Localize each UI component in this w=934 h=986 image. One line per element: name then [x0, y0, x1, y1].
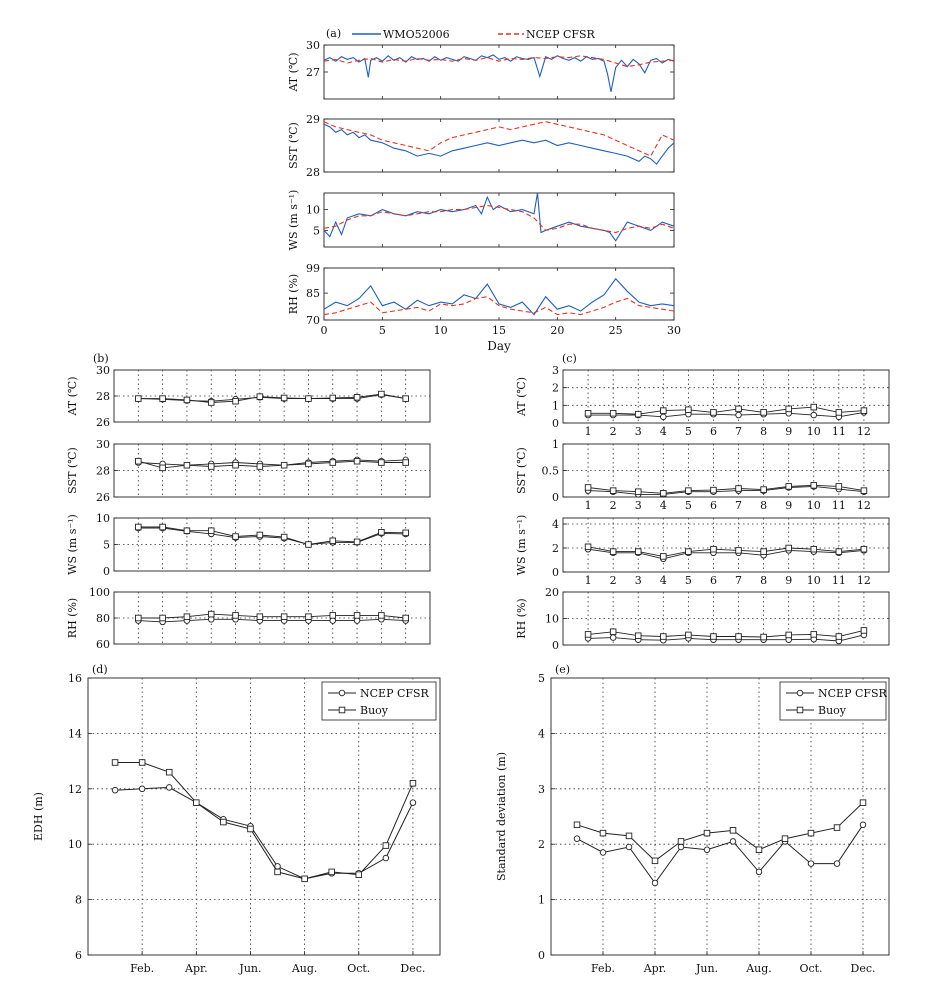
data-point-c — [635, 411, 641, 417]
xtick-label-c: 7 — [735, 425, 743, 438]
data-point-b — [136, 524, 142, 530]
series-line-wmo52006 — [324, 193, 674, 241]
ytick-label-e: 3 — [538, 782, 545, 796]
data-point-b — [281, 395, 287, 401]
ylabel-a-2: SST (℃) — [287, 122, 300, 169]
legend-marker-e — [797, 690, 803, 696]
series-line-c — [588, 630, 864, 637]
data-point-b — [208, 464, 214, 470]
data-point-b — [208, 611, 214, 617]
xtick-label-c: 3 — [634, 574, 642, 587]
legend-marker-d — [339, 707, 345, 713]
data-point-c — [711, 410, 717, 416]
series-line-c — [588, 407, 864, 414]
xtick-label-c: 3 — [634, 425, 642, 438]
series-line-e — [577, 825, 863, 883]
data-point-c — [610, 629, 616, 635]
ytick-label-b-4: 60 — [96, 638, 110, 651]
data-point-d — [221, 819, 227, 825]
series-line-c — [588, 485, 864, 493]
ytick-label-c-4: 20 — [545, 586, 559, 599]
xtick-label-e: Apr. — [643, 962, 667, 975]
data-point-c — [635, 633, 641, 639]
data-point-d — [383, 843, 389, 849]
data-point-b — [281, 614, 287, 620]
data-point-b — [330, 613, 336, 619]
xtick-label-c: 5 — [684, 499, 692, 512]
data-point-d — [356, 872, 362, 878]
legend-label-d: NCEP CFSR — [360, 687, 429, 700]
data-point-c — [585, 410, 591, 416]
series-line-b — [138, 460, 405, 465]
data-point-b — [330, 395, 336, 401]
legend-label-e: Buoy — [818, 704, 847, 717]
xtick-label-c: 1 — [584, 499, 592, 512]
data-point-c — [861, 628, 867, 634]
data-point-b — [403, 615, 409, 621]
data-point-c — [711, 634, 717, 640]
xtick-label-c: 12 — [856, 425, 871, 438]
data-point-c — [635, 549, 641, 555]
ytick-label-e: 0 — [538, 949, 545, 962]
ytick-label-c-1: 1 — [552, 399, 559, 413]
data-point-d — [139, 786, 145, 792]
panel-label-c: (c) — [562, 352, 577, 365]
data-point-e — [730, 828, 736, 834]
ylabel-a-3: WS (m s⁻¹) — [287, 189, 300, 251]
data-point-b — [233, 534, 239, 540]
data-point-b — [184, 462, 190, 468]
data-point-c — [861, 488, 867, 494]
data-point-c — [711, 546, 717, 552]
data-point-b — [403, 396, 409, 402]
data-point-c — [836, 549, 842, 555]
data-point-b — [160, 465, 166, 471]
xtick-label-d: Oct. — [347, 962, 371, 975]
legend-marker-d — [339, 690, 345, 696]
ytick-label-e: 5 — [538, 672, 545, 685]
data-point-c — [786, 545, 792, 551]
data-point-e — [860, 822, 866, 828]
data-point-d — [112, 760, 118, 766]
data-point-e — [652, 858, 658, 864]
data-point-c — [711, 487, 717, 493]
xtick-label-a: 25 — [608, 324, 623, 337]
data-point-c — [836, 410, 842, 416]
legend-marker-e — [797, 707, 803, 713]
xtick-label-c: 10 — [806, 574, 821, 587]
data-point-c — [610, 549, 616, 555]
panel-label-d: (d) — [92, 663, 108, 676]
xlabel-a: Day — [487, 339, 511, 353]
data-point-b — [257, 394, 263, 400]
data-point-e — [678, 839, 684, 845]
ylabel-b-1: AT (℃) — [66, 376, 79, 416]
axes-c-3 — [563, 518, 889, 572]
data-point-d — [112, 787, 118, 793]
axes-a-4 — [324, 268, 674, 320]
xtick-label-d: Apr. — [185, 962, 208, 975]
ylabel-c-3: WS (m s⁻¹) — [515, 514, 528, 576]
data-point-b — [257, 614, 263, 620]
data-point-c — [686, 632, 692, 638]
axes-a-3 — [324, 193, 674, 247]
ylabel-c-2: SST (℃) — [515, 447, 528, 494]
ytick-label-c-2: 0.5 — [541, 464, 559, 478]
xtick-label-c: 9 — [785, 425, 793, 438]
data-point-b — [379, 530, 385, 536]
data-point-b — [281, 462, 287, 468]
xtick-label-c: 9 — [785, 574, 793, 587]
ytick-label-b-1: 30 — [96, 364, 110, 377]
xtick-label-a: 15 — [492, 324, 506, 337]
ytick-label-a-4: 70 — [306, 314, 320, 327]
data-point-b — [403, 530, 409, 536]
data-point-c — [736, 548, 742, 554]
xtick-label-c: 1 — [584, 425, 592, 438]
xtick-label-e: Oct. — [799, 962, 823, 975]
xtick-label-c: 6 — [709, 499, 717, 512]
data-point-e — [782, 836, 788, 842]
data-point-c — [761, 549, 767, 555]
ytick-label-a-4: 85 — [306, 287, 320, 301]
series-line-ncep-cfsr — [324, 206, 674, 233]
ytick-label-d: 14 — [68, 727, 82, 741]
data-point-b — [403, 460, 409, 466]
xtick-label-c: 8 — [760, 425, 768, 438]
xtick-label-a: 30 — [667, 324, 681, 337]
data-point-c — [585, 485, 591, 491]
xtick-label-d: Aug. — [291, 962, 318, 975]
data-point-c — [836, 484, 842, 490]
data-point-c — [736, 486, 742, 492]
xtick-label-c: 6 — [709, 425, 717, 438]
xtick-label-c: 2 — [609, 499, 617, 512]
ytick-label-b-2: 28 — [96, 464, 110, 478]
data-point-b — [136, 615, 142, 621]
data-point-d — [194, 800, 200, 806]
xtick-label-d: Jun. — [239, 962, 262, 975]
xtick-label-c: 7 — [735, 499, 743, 512]
data-point-b — [136, 458, 142, 464]
data-point-e — [730, 839, 736, 845]
data-point-d — [139, 760, 145, 766]
data-point-c — [610, 488, 616, 494]
ytick-label-b-1: 26 — [96, 416, 110, 429]
data-point-b — [281, 534, 287, 540]
xtick-label-c: 11 — [831, 574, 846, 587]
data-point-e — [860, 800, 866, 806]
xtick-label-c: 8 — [760, 499, 768, 512]
xtick-label-c: 10 — [806, 499, 821, 512]
data-point-e — [574, 822, 580, 828]
series-line-d — [115, 763, 413, 879]
data-point-b — [257, 532, 263, 538]
xtick-label-c: 8 — [760, 574, 768, 587]
data-point-c — [661, 490, 667, 496]
data-point-e — [808, 861, 814, 867]
data-point-c — [661, 414, 667, 420]
xtick-label-d: Feb. — [130, 962, 155, 975]
data-point-e — [626, 844, 632, 850]
data-point-d — [329, 869, 335, 875]
ytick-label-b-4: 80 — [96, 612, 110, 625]
series-line-c — [588, 549, 864, 559]
data-point-c — [585, 544, 591, 550]
ylabel-b-4: RH (%) — [66, 597, 79, 639]
ytick-label-c-1: 3 — [552, 364, 559, 377]
xtick-label-c: 5 — [684, 425, 692, 438]
xtick-label-e: Jun. — [695, 962, 719, 975]
xtick-label-c: 12 — [856, 499, 871, 512]
series-line-c — [588, 486, 864, 494]
series-line-c — [588, 635, 864, 641]
data-point-b — [184, 397, 190, 403]
data-point-c — [661, 408, 667, 414]
data-point-c — [786, 484, 792, 490]
xtick-label-a: 5 — [378, 324, 386, 337]
data-point-b — [257, 464, 263, 470]
data-point-e — [704, 847, 710, 853]
xtick-label-c: 2 — [609, 574, 617, 587]
xtick-label-a: 0 — [320, 324, 328, 337]
data-point-d — [410, 780, 416, 786]
data-point-b — [330, 538, 336, 544]
ytick-label-c-3: 2 — [552, 542, 559, 555]
ytick-label-b-2: 26 — [96, 491, 110, 504]
data-point-d — [383, 855, 389, 861]
data-point-c — [686, 407, 692, 413]
series-line-ncep-cfsr — [324, 297, 674, 315]
data-point-d — [302, 876, 308, 882]
series-line-b — [138, 527, 405, 545]
data-point-b — [184, 528, 190, 534]
ylabel-a-4: RH (%) — [287, 273, 300, 315]
ytick-label-b-3: 0 — [103, 565, 110, 578]
ytick-label-b-3: 5 — [103, 538, 110, 552]
xtick-label-c: 12 — [856, 574, 871, 587]
ytick-label-a-4: 99 — [306, 262, 320, 275]
data-point-b — [160, 615, 166, 621]
ytick-label-a-2: 29 — [306, 113, 320, 126]
ytick-label-b-4: 100 — [89, 586, 110, 599]
panel-label-e: (e) — [555, 663, 571, 676]
xtick-label-c: 3 — [634, 499, 642, 512]
data-point-c — [811, 404, 817, 410]
data-point-e — [834, 861, 840, 867]
xtick-label-e: Dec. — [850, 962, 876, 975]
data-point-d — [248, 826, 254, 832]
series-line-wmo52006 — [324, 124, 674, 164]
data-point-c — [786, 406, 792, 412]
series-line-wmo52006 — [324, 55, 674, 92]
xtick-label-c: 7 — [735, 574, 743, 587]
ytick-label-c-4: 0 — [552, 639, 559, 652]
ylabel-b-3: WS (m s⁻¹) — [66, 514, 79, 575]
legend-label-e: NCEP CFSR — [818, 687, 887, 700]
data-point-e — [600, 850, 606, 856]
data-point-d — [275, 869, 281, 875]
data-point-e — [626, 833, 632, 839]
data-point-b — [208, 528, 214, 534]
xtick-label-c: 5 — [684, 574, 692, 587]
ytick-label-a-3: 10 — [306, 203, 320, 217]
ytick-label-b-1: 28 — [96, 390, 110, 403]
legend-label-wmo52006: WMO52006 — [383, 28, 450, 41]
xtick-label-e: Feb. — [590, 962, 616, 975]
xtick-label-c: 11 — [831, 425, 846, 438]
ytick-label-e: 1 — [538, 893, 545, 907]
data-point-b — [306, 542, 312, 548]
data-point-c — [686, 549, 692, 555]
ytick-label-c-3: 4 — [552, 518, 559, 531]
data-point-c — [635, 489, 641, 495]
ytick-label-c-1: 0 — [552, 417, 559, 430]
data-point-c — [761, 410, 767, 416]
data-point-c — [661, 554, 667, 560]
ylabel-c-4: RH (%) — [515, 598, 528, 639]
data-point-e — [808, 830, 814, 836]
data-point-e — [756, 869, 762, 875]
data-point-c — [661, 634, 667, 640]
ytick-label-d: 16 — [68, 672, 82, 685]
ylabel-c-1: AT (℃) — [515, 376, 528, 417]
xtick-label-c: 4 — [659, 499, 667, 512]
xtick-label-c: 10 — [806, 425, 821, 438]
series-line-b — [138, 614, 405, 618]
data-point-c — [786, 632, 792, 638]
data-point-c — [811, 546, 817, 552]
series-line-ncep-cfsr — [324, 122, 674, 156]
data-point-b — [233, 613, 239, 619]
series-line-e — [577, 803, 863, 861]
ytick-label-d: 8 — [75, 893, 82, 907]
series-line-wmo52006 — [324, 279, 674, 315]
data-point-b — [233, 462, 239, 468]
data-point-c — [736, 412, 742, 418]
data-point-b — [379, 391, 385, 397]
xtick-label-d: Dec. — [400, 962, 426, 975]
data-point-e — [704, 830, 710, 836]
panel-label-b: (b) — [93, 352, 109, 365]
data-point-d — [166, 769, 172, 775]
ytick-label-c-4: 10 — [545, 612, 559, 626]
ytick-label-d: 6 — [75, 949, 82, 962]
data-point-b — [354, 395, 360, 401]
data-point-b — [306, 461, 312, 467]
xtick-label-a: 10 — [433, 324, 448, 337]
xtick-label-c: 4 — [659, 574, 667, 587]
series-line-c — [588, 412, 864, 416]
ytick-label-a-2: 28 — [306, 166, 320, 179]
data-point-b — [354, 613, 360, 619]
data-point-e — [756, 847, 762, 853]
xtick-label-c: 1 — [584, 574, 592, 587]
data-point-b — [136, 396, 142, 402]
data-point-b — [379, 613, 385, 619]
ytick-label-d: 10 — [68, 838, 82, 852]
data-point-b — [208, 400, 214, 406]
ylabel-d: EDH (m) — [32, 792, 45, 841]
xtick-label-e: Aug. — [746, 962, 772, 975]
xtick-label-c: 4 — [659, 425, 667, 438]
data-point-c — [811, 483, 817, 489]
ytick-label-d: 12 — [68, 782, 82, 796]
data-point-e — [678, 844, 684, 850]
ytick-label-b-3: 10 — [96, 512, 110, 525]
ytick-label-c-2: 1 — [552, 438, 559, 451]
ytick-label-c-2: 0 — [552, 491, 559, 504]
data-point-b — [160, 524, 166, 530]
data-point-c — [761, 487, 767, 493]
data-point-c — [736, 634, 742, 640]
legend-label-ncep-cfsr: NCEP CFSR — [526, 28, 595, 41]
series-line-b — [138, 619, 405, 622]
data-point-c — [811, 632, 817, 638]
ytick-label-e: 2 — [538, 838, 545, 852]
data-point-b — [379, 460, 385, 466]
data-point-b — [233, 398, 239, 404]
data-point-c — [610, 635, 616, 641]
data-point-e — [652, 880, 658, 886]
data-point-d — [410, 800, 416, 806]
panel-label-a: (a) — [326, 27, 342, 40]
ytick-label-c-3: 0 — [552, 566, 559, 579]
xtick-label-c: 9 — [785, 499, 793, 512]
data-point-c — [585, 632, 591, 638]
data-point-c — [836, 634, 842, 640]
data-point-d — [166, 785, 172, 791]
data-point-b — [354, 458, 360, 464]
ytick-label-c-1: 2 — [552, 381, 559, 395]
ytick-label-a-1: 27 — [306, 66, 320, 79]
data-point-b — [306, 396, 312, 402]
ytick-label-a-3: 5 — [313, 224, 320, 238]
data-point-b — [184, 614, 190, 620]
ytick-label-b-2: 30 — [96, 438, 110, 451]
data-point-c — [686, 488, 692, 494]
xtick-label-c: 2 — [609, 425, 617, 438]
ylabel-e: Standard deviation (m) — [495, 752, 508, 881]
data-point-c — [736, 406, 742, 412]
data-point-c — [610, 410, 616, 416]
data-point-c — [861, 408, 867, 414]
data-point-c — [811, 412, 817, 418]
data-point-e — [574, 836, 580, 842]
ytick-label-a-1: 30 — [306, 39, 320, 52]
data-point-c — [761, 634, 767, 640]
data-point-b — [306, 614, 312, 620]
axes-a-1 — [324, 45, 674, 99]
xtick-label-c: 11 — [831, 499, 846, 512]
data-point-b — [330, 460, 336, 466]
legend-label-d: Buoy — [360, 704, 389, 717]
data-point-b — [354, 539, 360, 545]
data-point-e — [834, 825, 840, 831]
xtick-label-a: 20 — [550, 324, 565, 337]
ylabel-b-2: SST (℃) — [66, 447, 79, 494]
xtick-label-c: 6 — [709, 574, 717, 587]
ytick-label-e: 4 — [538, 727, 545, 741]
data-point-b — [160, 396, 166, 402]
ylabel-a-1: AT (℃) — [287, 52, 300, 92]
data-point-c — [861, 546, 867, 552]
data-point-e — [600, 830, 606, 836]
